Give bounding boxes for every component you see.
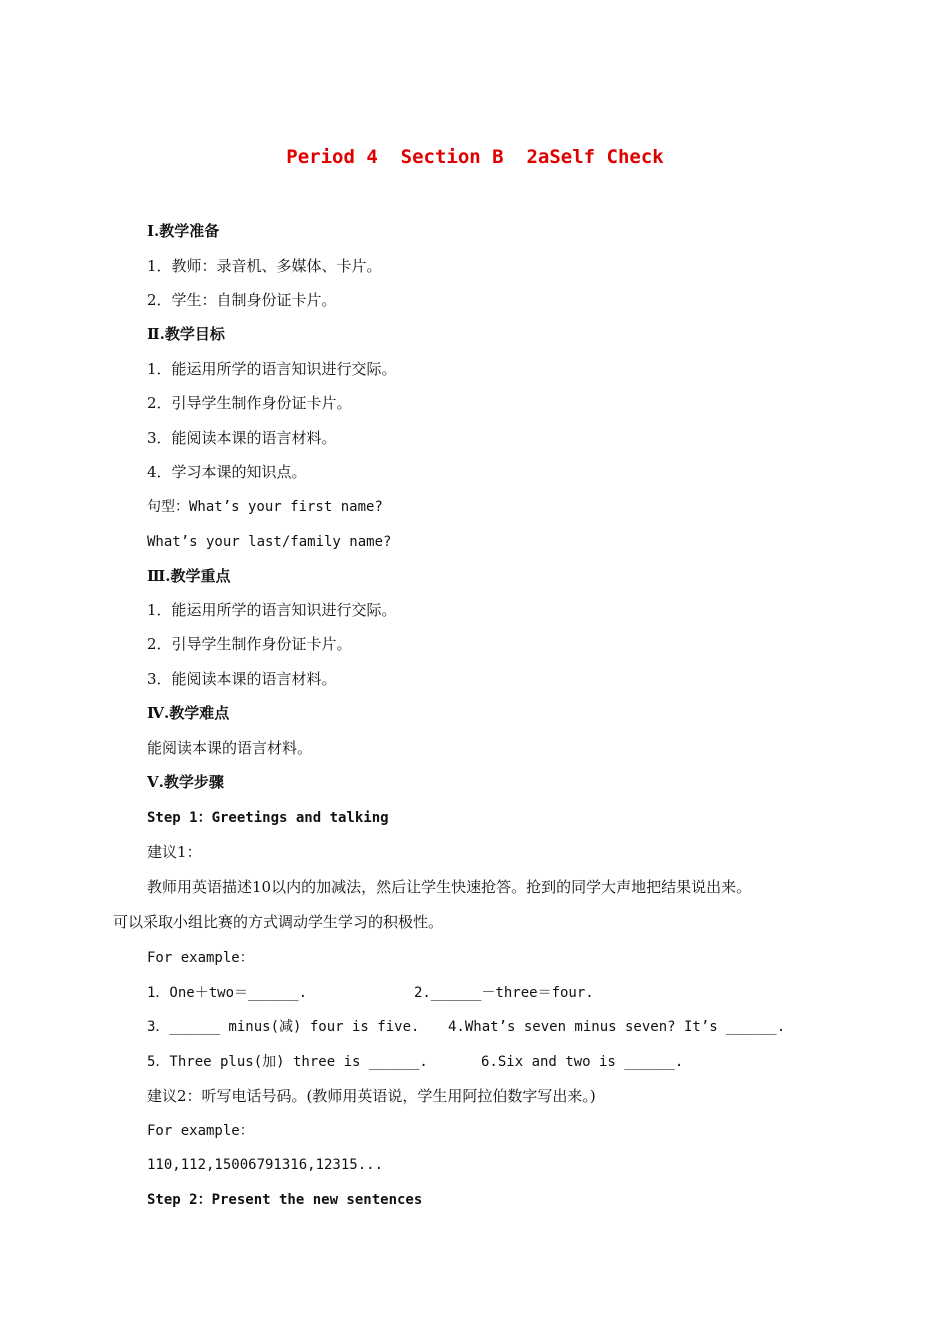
sentence-pattern-1: 句型：What’s your first name?: [147, 499, 383, 515]
for-example-label: For example：: [147, 950, 254, 966]
section-5-heading: Ⅴ.教学步骤: [147, 773, 224, 791]
step-1-heading: Step 1：Greetings and talking: [147, 810, 389, 826]
document-title: Period 4 Section B 2aSelf Check: [286, 146, 664, 168]
section-3-item: 1．能运用所学的语言知识进行交际。: [147, 601, 397, 619]
section-1-item: 2．学生：自制身份证卡片。: [147, 291, 337, 309]
section-1-item: 1．教师：录音机、多媒体、卡片。: [147, 257, 382, 275]
section-3-item: 3．能阅读本课的语言材料。: [147, 670, 337, 688]
section-1-heading: Ⅰ.教学准备: [147, 222, 220, 240]
section-4-heading: Ⅳ.教学难点: [147, 704, 230, 722]
section-2-item: 1．能运用所学的语言知识进行交际。: [147, 360, 397, 378]
exercise-5: 5．Three plus(加) three is ______.: [147, 1054, 428, 1070]
exercise-6: 6.Six and two is ______.: [481, 1054, 684, 1070]
suggestion-1-label: 建议1：: [147, 843, 202, 861]
exercise-1: 1．One＋two＝______.: [147, 985, 308, 1001]
exercise-3: 3．______ minus(减) four is five.: [147, 1019, 420, 1035]
paragraph-line: 教师用英语描述10以内的加减法，然后让学生快速抢答。抢到的同学大声地把结果说出来。: [147, 878, 752, 896]
paragraph-line: 可以采取小组比赛的方式调动学生学习的积极性。: [113, 913, 444, 931]
for-example-label: For example：: [147, 1123, 254, 1139]
section-2-item: 2．引导学生制作身份证卡片。: [147, 394, 352, 412]
sentence-pattern-2: What’s your last/family name?: [147, 534, 392, 550]
suggestion-2: 建议2：听写电话号码。(教师用英语说，学生用阿拉伯数字写出来。): [147, 1087, 596, 1105]
section-3-item: 2．引导学生制作身份证卡片。: [147, 635, 352, 653]
section-2-item: 4．学习本课的知识点。: [147, 463, 307, 481]
exercise-2: 2.______－three＝four.: [414, 985, 594, 1001]
section-3-heading: Ⅲ.教学重点: [147, 567, 231, 585]
step-2-heading: Step 2：Present the new sentences: [147, 1192, 423, 1208]
number-list: 110,112,15006791316,12315...: [147, 1157, 384, 1173]
exercise-4: 4.What’s seven minus seven? It’s ______.: [448, 1019, 786, 1035]
section-2-item: 3．能阅读本课的语言材料。: [147, 429, 337, 447]
section-4-text: 能阅读本课的语言材料。: [147, 739, 313, 757]
section-2-heading: Ⅱ.教学目标: [147, 325, 225, 343]
